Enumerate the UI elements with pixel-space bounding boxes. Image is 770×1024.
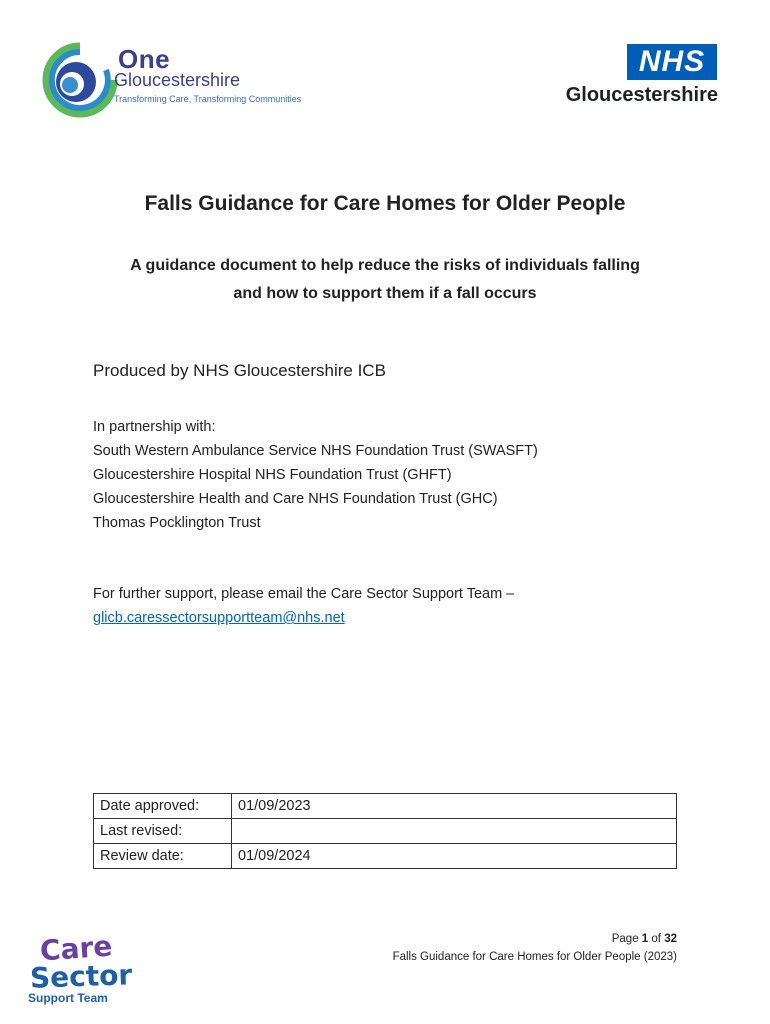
page-total: 32 bbox=[664, 933, 677, 945]
review-date-label: Review date: bbox=[94, 844, 232, 869]
page-of: of bbox=[651, 933, 661, 945]
page-footer bbox=[393, 930, 677, 966]
page-number bbox=[393, 930, 677, 948]
logo-one-tagline: Transforming Care, Transforming Communities bbox=[114, 94, 302, 104]
footer-doc-title: Falls Guidance for Care Homes for Older People (2023) bbox=[392, 951, 677, 963]
partner-item: Gloucestershire Health and Care NHS Foundation Trust (GHC) bbox=[93, 491, 498, 507]
table-row bbox=[94, 819, 677, 844]
date-approved-value: 01/09/2023 bbox=[232, 794, 677, 819]
review-date-value: 01/09/2024 bbox=[232, 844, 677, 869]
date-approved-label: Date approved: bbox=[94, 794, 232, 819]
support-text: For further support, please email the Care Sector Support Team – bbox=[93, 586, 515, 602]
page-current: 1 bbox=[641, 933, 649, 945]
care-logo-line-3: Support Team bbox=[28, 991, 108, 1005]
table-row bbox=[94, 844, 677, 869]
support-section bbox=[93, 582, 514, 630]
one-gloucestershire-logo-icon bbox=[40, 40, 120, 120]
partnership-intro: In partnership with: bbox=[93, 419, 216, 435]
subtitle-line-2: and how to support them if a fall occurs bbox=[233, 285, 537, 302]
nhs-logo-badge: NHS bbox=[627, 44, 717, 80]
care-logo-line-2: Sector bbox=[29, 958, 133, 995]
support-email-link[interactable]: glicb.caressectorsupportteam@nhs.net bbox=[93, 610, 345, 626]
table-row bbox=[94, 794, 677, 819]
last-revised-label: Last revised: bbox=[94, 819, 232, 844]
document-subtitle bbox=[80, 252, 690, 308]
logo-one-name: Gloucestershire bbox=[114, 70, 241, 90]
last-revised-value bbox=[232, 819, 677, 844]
partner-item: Thomas Pocklington Trust bbox=[93, 515, 261, 531]
document-title: Falls Guidance for Care Homes for Older People bbox=[144, 192, 626, 215]
subtitle-line-1: A guidance document to help reduce the risks of individuals falling bbox=[130, 257, 640, 274]
dates-table bbox=[93, 793, 677, 869]
nhs-logo-name: Gloucestershire bbox=[565, 84, 718, 106]
partner-item: Gloucestershire Hospital NHS Foundation Trust (GHFT) bbox=[93, 467, 452, 483]
care-logo-line-1: Care bbox=[38, 929, 114, 968]
page-prefix: Page bbox=[611, 933, 639, 945]
partner-item: South Western Ambulance Service NHS Foundation Trust (SWASFT) bbox=[93, 443, 538, 459]
produced-by: Produced by NHS Gloucestershire ICB bbox=[93, 361, 386, 380]
logo-one-word: One bbox=[118, 44, 171, 74]
partnership-list bbox=[93, 415, 538, 535]
